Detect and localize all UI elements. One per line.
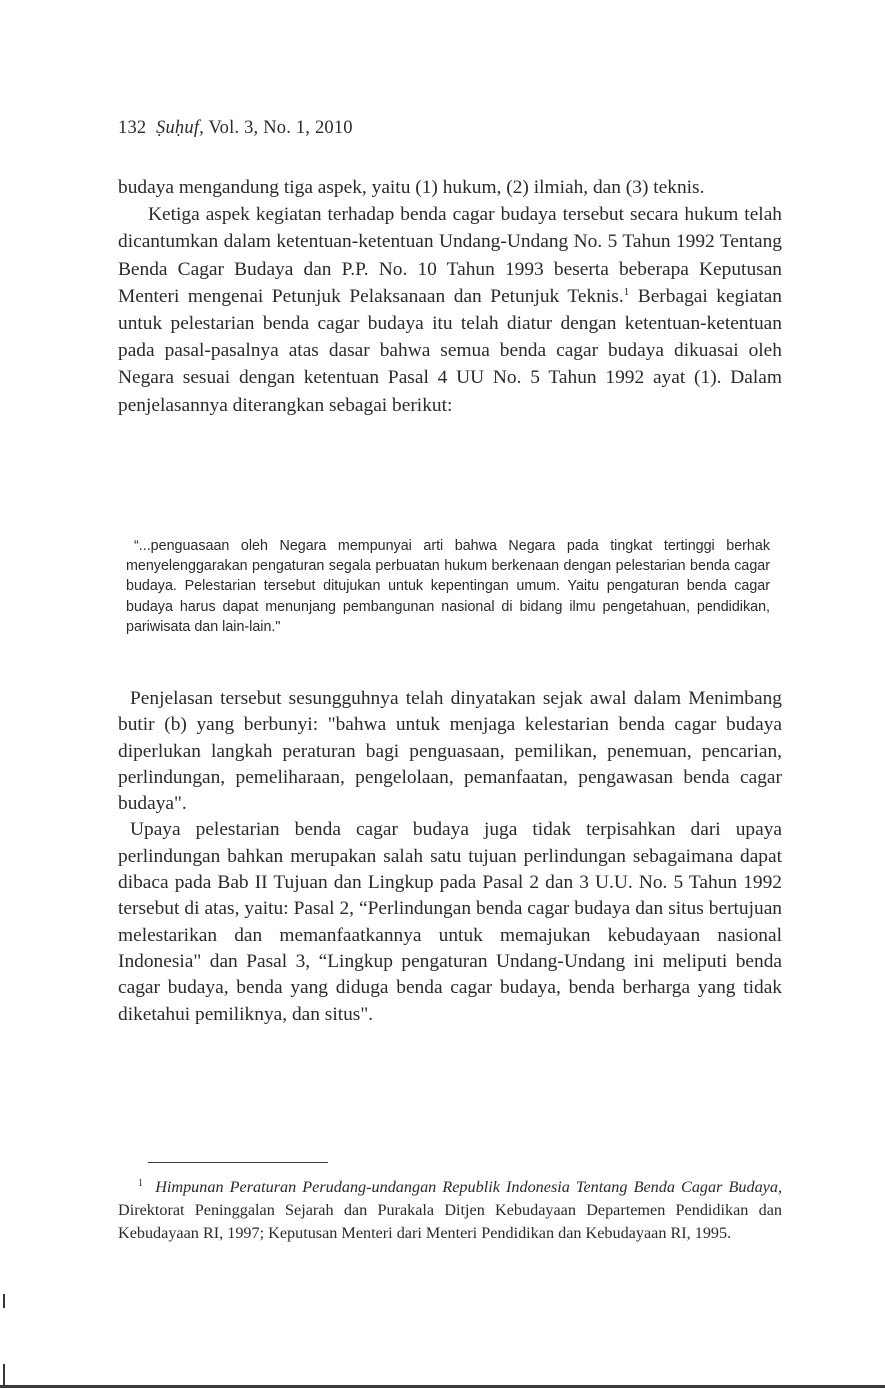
paragraph-3: Penjelasan tersebut sesungguhnya telah dinyatakan sejak awal dalam Menimbang butir (b) yang berbunyi: "bahwa untuk menjaga kelestarian benda cagar budaya diperlukan langkah peraturan bagi penguasaan, pemilikan, penemuan, pencarian, perlindungan, pemeliharaan, pengelolaan, pemanfaatan, pengawasan benda cagar budaya". [118, 688, 782, 815]
paragraph-1: budaya mengandung tiga aspek, yaitu (1) hukum, (2) ilmiah, dan (3) teknis. [118, 177, 705, 198]
journal-name: Ṣuḥuf, [156, 118, 204, 138]
footnote-text: Direktorat Peninggalan Sejarah dan Purakala Ditjen Kebudayaan Departemen Pendidikan dan Kebudayaan RI, 1997; Keputusan Menteri dari Menteri Pendidikan dan Kebudayaan RI, 1995. [118, 1201, 782, 1242]
running-header [118, 118, 353, 139]
footnote-reference[interactable]: 1 [623, 285, 630, 298]
footnote-divider [148, 1162, 328, 1163]
paragraph-2-text-b: Berbagai kegiatan untuk pelestarian benda cagar budaya itu telah diatur dengan ketentuan-ketentuan pada pasal-pasalnya atas dasar bahwa semua benda cagar budaya dikuasai oleh Negara sesuai dengan ketentuan Pasal 4 UU No. 5 Tahun 1992 ayat (1). Dalam penjelasannya diterangkan sebagai berikut: [118, 285, 782, 416]
journal-issue: Vol. 3, No. 1, 2010 [208, 118, 353, 138]
footnote-number: 1 [138, 1178, 143, 1189]
block-quote: “...penguasaan oleh Negara mempunyai arti bahwa Negara pada tingkat tertinggi berhak menyelenggarakan pengaturan segala perbuatan hukum berkenaan dengan pelestarian benda cagar budaya. Pelestarian tersebut ditujukan untuk kepentingan umum. Yaitu pengaturan benda cagar budaya harus dapat menunjang pembangunan nasional di bidang ilmu pengetahuan, pendidikan, pariwisata dan lain-lain." [126, 538, 770, 635]
paragraph-4: Upaya pelestarian benda cagar budaya juga tidak terpisahkan dari upaya perlindungan bahkan merupakan salah satu tujuan perlindungan sebagaimana dapat dibaca pada Bab II Tujuan dan Lingkup pada Pasal 2 dan 3 U.U. No. 5 Tahun 1992 tersebut di atas, yaitu: Pasal 2, “Perlindungan benda cagar budaya dan situs bertujuan melestarikan dan memanfaatkannya untuk memajukan kebudayaan nasional Indonesia" dan Pasal 3, “Lingkup pengaturan Undang-Undang ini meliputi benda cagar budaya, benda yang diduga benda cagar budaya, benda berharga yang tidak diketahui pemiliknya, dan situs". [118, 819, 782, 1025]
scan-edge-mark [3, 1364, 5, 1386]
footnote-title: Himpunan Peraturan Perudang-undangan Republik Indonesia Tentang Benda Cagar Budaya, [155, 1178, 783, 1196]
page-number: 132 [118, 118, 147, 138]
footnote-1 [118, 1176, 782, 1245]
paragraph-2-text-a: Ketiga aspek kegiatan terhadap benda cagar budaya tersebut secara hukum telah dicantumkan dalam ketentuan-ketentuan Undang-Undang No. 5 Tahun 1992 Tentang Benda Cagar Budaya dan P.P. No. 10 Tahun 1993 beserta beberapa Keputusan Menteri mengenai Petunjuk Pelaksanaan dan Petunjuk Teknis. [118, 204, 782, 307]
scan-edge-mark [3, 1294, 5, 1308]
body-text-lower [118, 686, 782, 1028]
body-text-upper [118, 174, 782, 419]
paragraph-2 [118, 201, 782, 419]
